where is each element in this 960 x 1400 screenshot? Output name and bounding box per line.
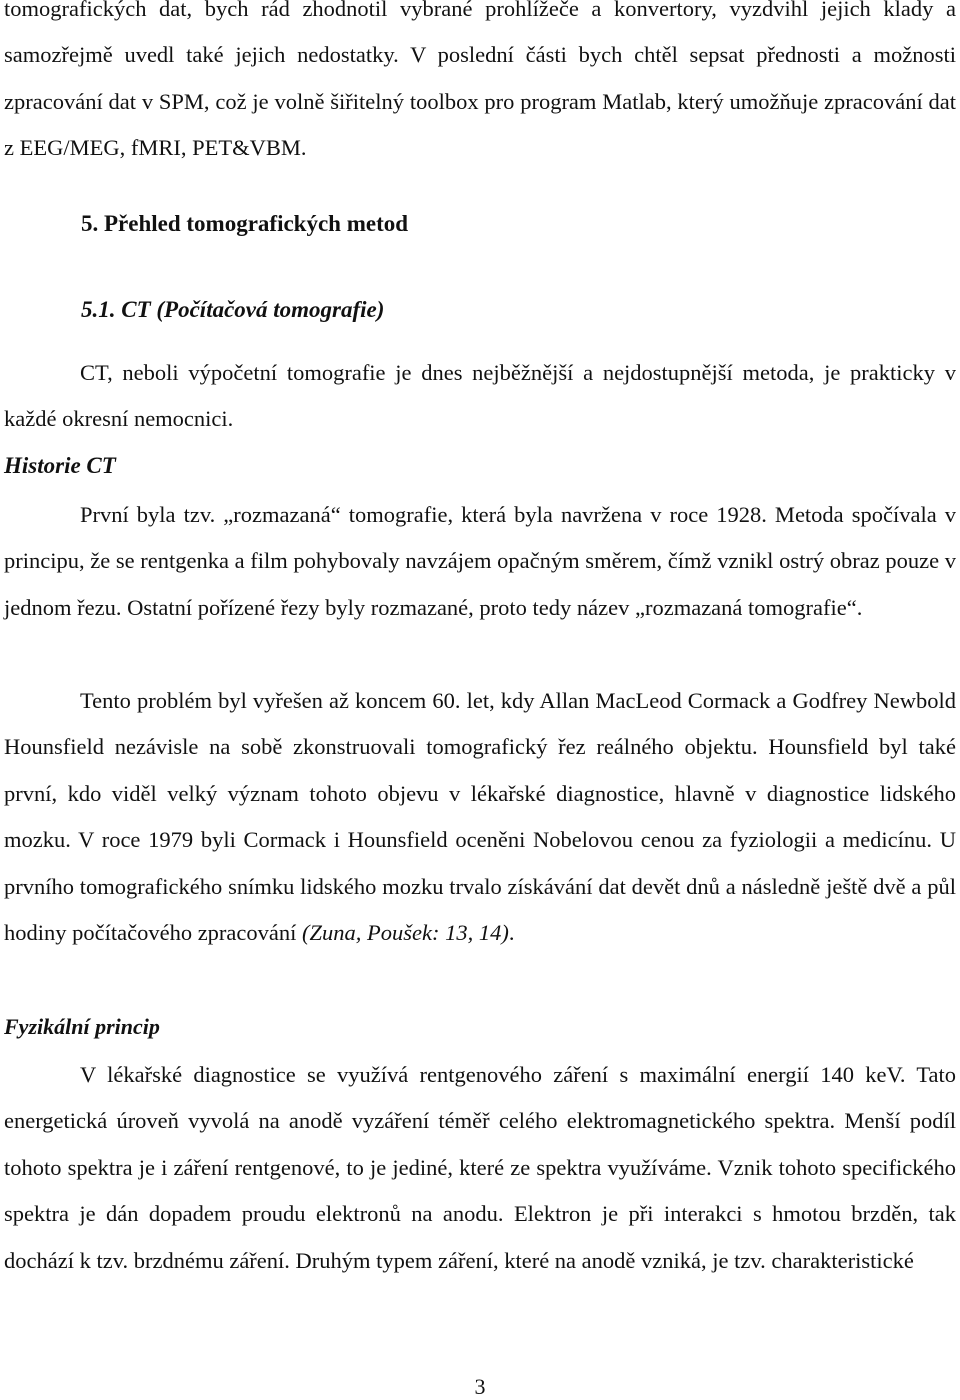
physics-paragraph: V lékařské diagnostice se využívá rentgenového záření s maximální energií 140 keV. Tato energetická úroveň vyvolá na anodě vyzáření téměř celého elektromagnetického spektra. Menší podíl tohoto spektra je i záření rentgenové, to je jediné, které ze spektra využíváme. Vznik tohoto specifického spektra je dán dopadem proudu elektronů na anodu. Elektron je při interakci s hmotou brzděn, tak dochází k tzv. brzdnému záření. Druhým typem záření, které na anodě vzniká, je tzv. charakteristické — [4, 1062, 956, 1273]
ct-intro-paragraph: CT, neboli výpočetní tomografie je dnes nejběžnější a nejdostupnější metoda, je prakticky v každé okresní nemocnici. — [4, 360, 956, 432]
history-paragraph-2 — [4, 678, 956, 956]
subsection-heading: 5.1. CT (Počítačová tomografie) — [81, 297, 385, 322]
history-paragraph-2-end: . — [508, 920, 515, 946]
history-paragraph-2-text: Tento problém byl vyřešen až koncem 60. let, kdy Allan MacLeod Cormack a Godfrey Newbold Hounsfield nezávisle na sobě zkonstruovali tomografický řez reálného objektu. Hounsfield byl také první, kdo viděl velký význam tohoto objevu v lékařské diagnostice, hlavně v diagnostice lidského mozku. V roce 1979 byli Cormack i Hounsfield oceněni Nobelovou cenou za fyziologii a medicínu. U prvního tomografického snímku lidského mozku trvalo získávání dat devět dnů a následně ještě dvě a půl hodiny počítačového zpracování — [4, 688, 956, 946]
history-paragraph-1: První byla tzv. „rozmazaná“ tomografie, která byla navržena v roce 1928. Metoda spočívala v principu, že se rentgenka a film pohybovaly navzájem opačným směrem, čímž vznikl ostrý obraz pouze v jednom řezu. Ostatní pořízené řezy byly rozmazané, proto tedy název „rozmazaná tomografie“. — [4, 502, 956, 620]
citation: (Zuna, Poušek: 13, 14) — [302, 920, 509, 946]
intro-paragraph: tomografických dat, bych rád zhodnotil vybrané prohlížeče a konvertory, vyzdvihl jejich klady a samozřejmě uvedl také jejich nedostatky. V poslední části bych chtěl sepsat přednosti a možnosti zpracování dat v SPM, což je volně šiřitelný toolbox pro program Matlab, který umožňuje zpracování dat z EEG/MEG, fMRI, PET&VBM. — [4, 0, 956, 161]
physics-heading: Fyzikální princip — [4, 1014, 160, 1039]
history-heading: Historie CT — [4, 453, 116, 478]
section-heading: 5. Přehled tomografických metod — [81, 211, 409, 236]
page-number: 3 — [474, 1374, 486, 1399]
